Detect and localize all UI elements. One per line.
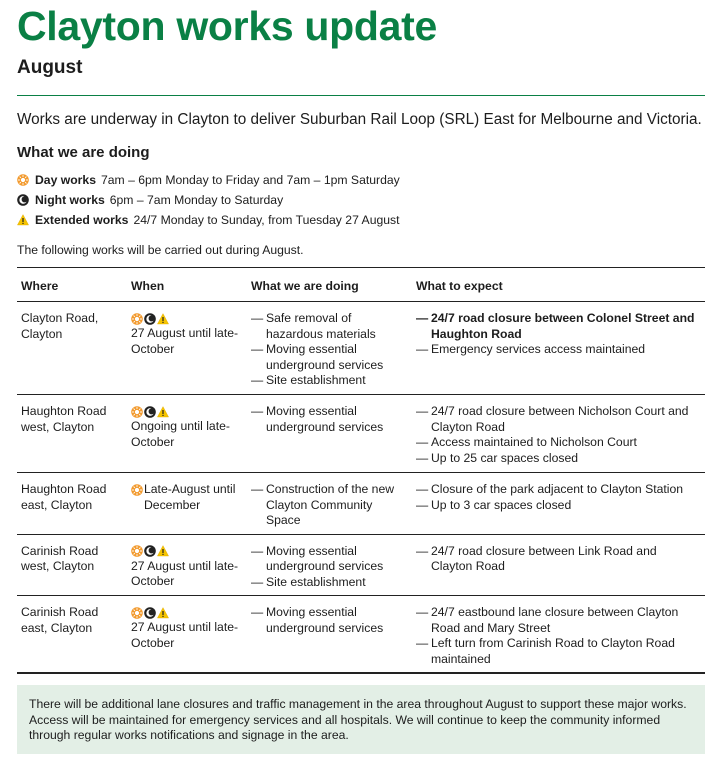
expect-item: — 24/7 road closure between Link Road and Clayton Road (416, 544, 701, 575)
when-cell (127, 534, 247, 596)
when-text: Ongoing until late-October (131, 419, 230, 449)
doing-item: — Site establishment (251, 373, 408, 389)
legend-label: Extended works (35, 213, 129, 227)
doing-item: — Moving essential underground services (251, 404, 408, 435)
header-what-to-expect: What to expect (412, 268, 705, 302)
work-type-icons (131, 545, 243, 558)
expect-cell (412, 534, 705, 596)
intro-text: Works are underway in Clayton to deliver Suburban Rail Loop (SRL) East for Melbourne and Victoria. (17, 111, 702, 128)
legend-day-works (17, 170, 707, 190)
doing-cell (247, 596, 412, 674)
warning-icon (157, 607, 169, 619)
table-row (17, 473, 705, 535)
sun-icon (17, 174, 29, 186)
what-we-are-doing-heading: What we are doing (17, 144, 150, 161)
header-what-we-are-doing: What we are doing (247, 268, 412, 302)
legend-text: 24/7 Monday to Sunday, from Tuesday 27 August (133, 213, 400, 227)
when-text: Late-August until December (144, 482, 236, 512)
where-cell: Clayton Road, Clayton (17, 302, 127, 395)
when-cell (127, 395, 247, 473)
warning-icon (157, 545, 169, 557)
following-works-text: The following works will be carried out during August. (17, 243, 304, 257)
expect-cell (412, 302, 705, 395)
when-cell (127, 596, 247, 674)
doing-item: — Safe removal of hazardous materials (251, 311, 408, 342)
work-type-icons (131, 405, 243, 418)
header-divider (17, 95, 705, 96)
work-type-icons (131, 312, 243, 325)
table-row (17, 534, 705, 596)
where-cell: Carinish Road west, Clayton (17, 534, 127, 596)
expect-item: — Emergency services access maintained (416, 342, 701, 358)
where-cell: Haughton Road west, Clayton (17, 395, 127, 473)
where-cell: Haughton Road east, Clayton (17, 473, 127, 535)
doing-item: — Construction of the new Clayton Community Space (251, 482, 408, 529)
expect-cell (412, 395, 705, 473)
expect-item: — Left turn from Carinish Road to Clayton Road maintained (416, 636, 701, 667)
moon-icon (144, 545, 156, 557)
where-cell: Carinish Road east, Clayton (17, 596, 127, 674)
legend-night-works (17, 190, 707, 210)
work-type-icons (131, 606, 243, 619)
warning-icon (17, 214, 29, 226)
warning-icon (157, 406, 169, 418)
moon-icon (144, 406, 156, 418)
moon-icon (144, 313, 156, 325)
legend-label: Day works (35, 173, 96, 187)
page-title: Clayton works update (17, 3, 438, 49)
moon-icon (144, 607, 156, 619)
when-cell (127, 473, 247, 535)
expect-item: — Access maintained to Nicholson Court (416, 435, 701, 451)
doing-item: — Moving essential underground services (251, 342, 408, 373)
sun-icon (131, 607, 143, 619)
legend-label: Night works (35, 193, 105, 207)
when-text: 27 August until late-October (131, 558, 239, 588)
legend-extended-works (17, 210, 707, 230)
doing-cell (247, 473, 412, 535)
sun-icon (131, 545, 143, 557)
doing-cell (247, 395, 412, 473)
doing-cell (247, 534, 412, 596)
works-legend (17, 170, 707, 230)
lane-closure-note: There will be additional lane closures and traffic management in the area throughout August to support these major works. Access will be maintained for emergency services and all hospitals. We will continue to keep the community informed through regular works notifications and signage in the area. (17, 685, 705, 754)
works-table (17, 267, 705, 674)
table-row (17, 596, 705, 674)
expect-item: — 24/7 road closure between Colonel Street and Haughton Road (416, 311, 701, 342)
header-when: When (127, 268, 247, 302)
table-row (17, 302, 705, 395)
when-text: 27 August until late-October (131, 326, 239, 356)
warning-icon (157, 313, 169, 325)
doing-item: — Moving essential underground services (251, 544, 408, 575)
expect-cell (412, 596, 705, 674)
table-row (17, 395, 705, 473)
legend-text: 6pm – 7am Monday to Saturday (109, 193, 284, 207)
sun-icon (131, 313, 143, 325)
legend-text: 7am – 6pm Monday to Friday and 7am – 1pm Saturday (100, 173, 400, 187)
month-subtitle: August (17, 57, 83, 78)
when-text: 27 August until late-October (131, 620, 239, 650)
expect-item: — Up to 25 car spaces closed (416, 451, 701, 467)
doing-item: — Moving essential underground services (251, 605, 408, 636)
sun-icon (131, 406, 143, 418)
when-cell (127, 302, 247, 395)
doing-item: — Site establishment (251, 575, 408, 591)
expect-cell (412, 473, 705, 535)
expect-item: — 24/7 eastbound lane closure between Clayton Road and Mary Street (416, 605, 701, 636)
doing-cell (247, 302, 412, 395)
sun-icon (131, 484, 143, 496)
expect-item: — Closure of the park adjacent to Clayton Station (416, 482, 701, 498)
moon-icon (17, 194, 29, 206)
expect-item: — Up to 3 car spaces closed (416, 498, 701, 514)
header-where: Where (17, 268, 127, 302)
expect-item: — 24/7 road closure between Nicholson Court and Clayton Road (416, 404, 701, 435)
table-header-row (17, 268, 705, 302)
